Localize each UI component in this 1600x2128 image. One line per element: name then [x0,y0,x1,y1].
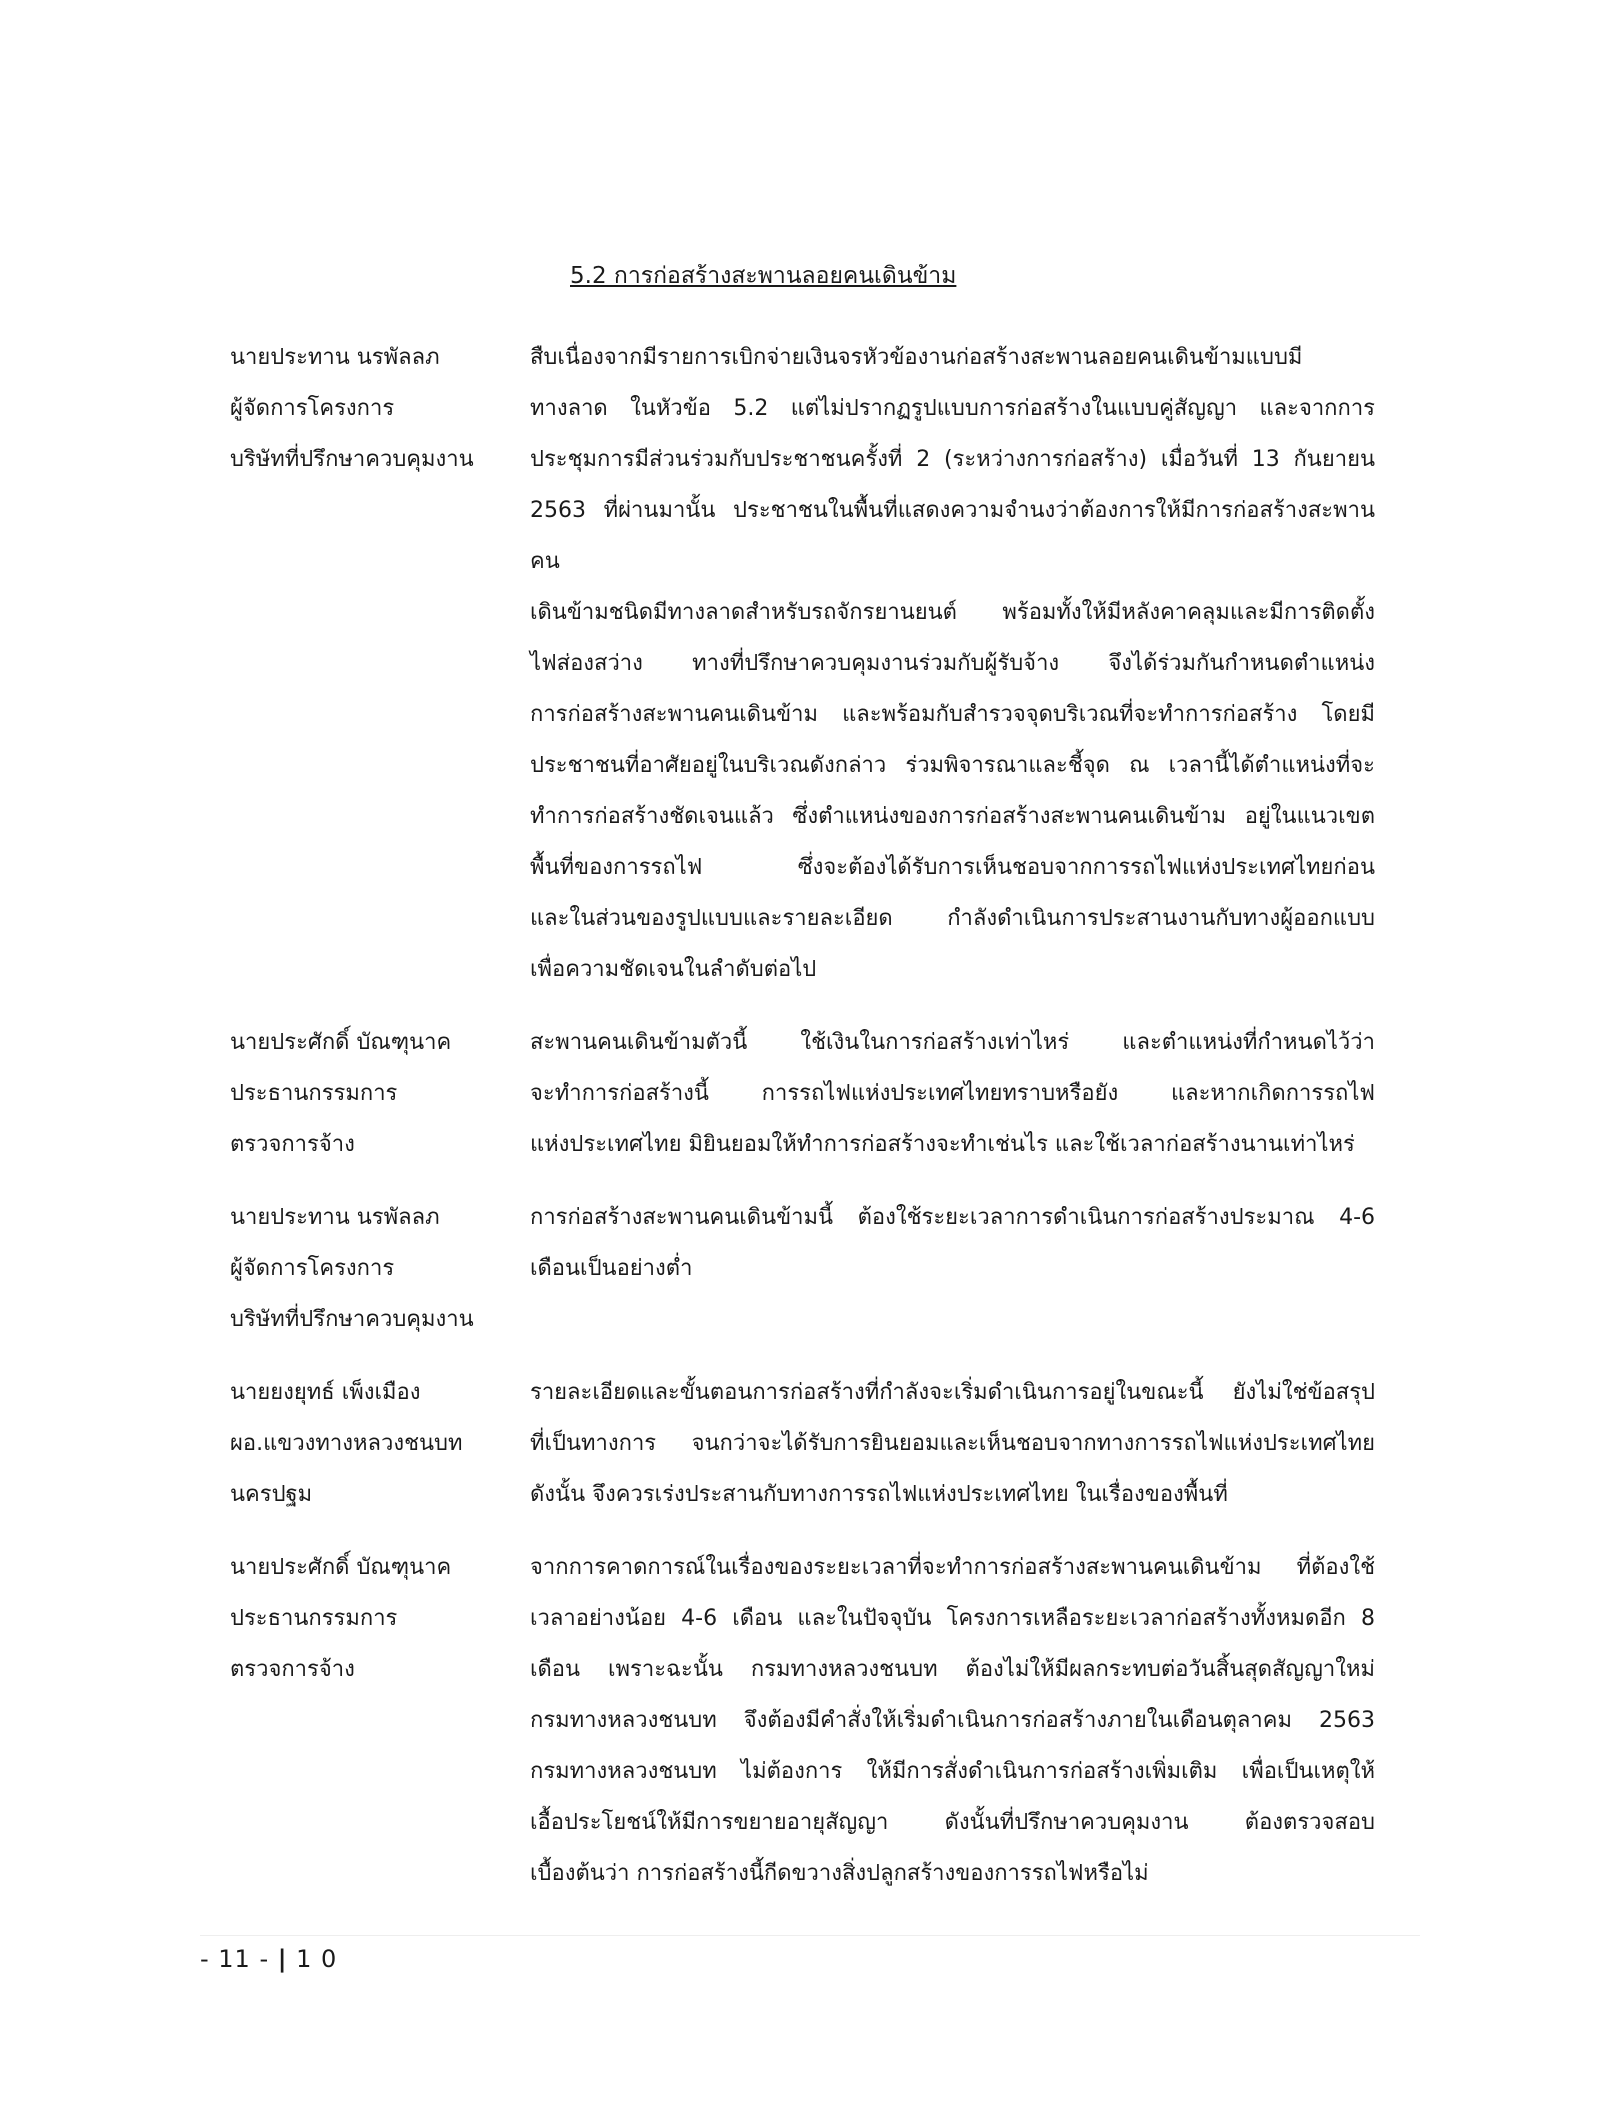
speaker-title: บริษัทที่ปรึกษาควบคุมงาน [230,1307,474,1332]
speaker-title: ประธานกรรมการ [230,1081,398,1106]
statement-line: เพื่อความชัดเจนในลำดับต่อไป [530,957,817,982]
statement-text [530,1017,1375,1170]
statement-line: รายละเอียดและขั้นตอนการก่อสร้างที่กำลังจะเริ่มดำเนินการอยู่ในขณะนี้ ยังไม่ใช่ข้อสรุป [530,1380,1375,1405]
statement-line: ทางลาด ในหัวข้อ 5.2 แต่ไม่ปรากฏรูปแบบการก่อสร้างในแบบคู่สัญญา และจากการ [530,396,1375,421]
statement-line: กรมทางหลวงชนบท จึงต้องมีคำสั่งให้เริ่มดำเนินการก่อสร้างภายในเดือนตุลาคม 2563 [530,1708,1375,1733]
page-reference: 1 0 [287,1945,338,1973]
speaker-block [230,1542,520,1695]
statement-line: ดังนั้น จึงควรเร่งประสานกับทางการรถไฟแห่งประเทศไทย ในเรื่องของพื้นที่ [530,1482,1228,1507]
speaker-block [230,1017,520,1170]
footer-divider [200,1935,1420,1936]
speaker-block [230,1192,520,1345]
speaker-name: นายประทาน นรพัลลภ [230,345,440,370]
section-title: 5.2 การก่อสร้างสะพานลอยคนเดินข้าม [570,263,957,289]
statement-text [530,332,1375,995]
minutes-entries [230,332,1380,1921]
speaker-title: ประธานกรรมการ [230,1606,398,1631]
statement-line: พื้นที่ของการรถไฟ ซึ่งจะต้องได้รับการเห็นชอบจากการรถไฟแห่งประเทศไทยก่อน [530,855,1375,880]
statement-line: เดือนเป็นอย่างต่ำ [530,1256,693,1281]
statement-line: ที่เป็นทางการ จนกว่าจะได้รับการยินยอมและเห็นชอบจากทางการรถไฟแห่งประเทศไทย [530,1431,1375,1456]
statement-text [530,1542,1375,1899]
minutes-entry [230,332,1380,995]
statement-line: และในส่วนของรูปแบบและรายละเอียด กำลังดำเนินการประสานงานกับทางผู้ออกแบบ [530,906,1375,931]
statement-line: เอื้อประโยชน์ให้มีการขยายอายุสัญญา ดังนั้นที่ปรึกษาควบคุมงาน ต้องตรวจสอบ [530,1810,1375,1835]
speaker-title: ผู้จัดการโครงการ [230,1256,395,1281]
statement-text [530,1367,1375,1520]
speaker-name: นายประศักดิ์ บัณฑุนาค [230,1555,452,1580]
statement-line: เบื้องต้นว่า การก่อสร้างนี้กีดขวางสิ่งปลูกสร้างของการรถไฟหรือไม่ [530,1861,1149,1886]
speaker-title: บริษัทที่ปรึกษาควบคุมงาน [230,447,474,472]
statement-text [530,1192,1375,1294]
footer-separator: | [277,1945,288,1973]
speaker-title: ผู้จัดการโครงการ [230,396,395,421]
statement-line: แห่งประเทศไทย มิยินยอมให้ทำการก่อสร้างจะทำเช่นไร และใช้เวลาก่อสร้างนานเท่าไหร่ [530,1132,1355,1157]
statement-line: การก่อสร้างสะพานคนเดินข้ามนี้ ต้องใช้ระยะเวลาการดำเนินการก่อสร้างประมาณ 4-6 [530,1205,1375,1230]
statement-line: จากการคาดการณ์ในเรื่องของระยะเวลาที่จะทำการก่อสร้างสะพานคนเดินข้าม ที่ต้องใช้ [530,1555,1375,1580]
minutes-entry [230,1367,1380,1520]
statement-line: 2563 ที่ผ่านมานั้น ประชาชนในพื้นที่แสดงความจำนงว่าต้องการให้มีการก่อสร้างสะพานคน [530,498,1375,574]
statement-line: จะทำการก่อสร้างนี้ การรถไฟแห่งประเทศไทยทราบหรือยัง และหากเกิดการรถไฟ [530,1081,1375,1106]
speaker-title: ตรวจการจ้าง [230,1132,355,1157]
statement-line: ประชุมการมีส่วนร่วมกับประชาชนครั้งที่ 2 (ระหว่างการก่อสร้าง) เมื่อวันที่ 13 กันยายน [530,447,1375,472]
speaker-block [230,332,520,485]
statement-line: ไฟส่องสว่าง ทางที่ปรึกษาควบคุมงานร่วมกับผู้รับจ้าง จึงได้ร่วมกันกำหนดตำแหน่ง [530,651,1375,676]
statement-line: ทำการก่อสร้างชัดเจนแล้ว ซึ่งตำแหน่งของการก่อสร้างสะพานคนเดินข้าม อยู่ในแนวเขต [530,804,1375,829]
speaker-title: นครปฐม [230,1482,313,1507]
speaker-name: นายประศักดิ์ บัณฑุนาค [230,1030,452,1055]
statement-line: เดินข้ามชนิดมีทางลาดสำหรับรถจักรยานยนต์ พร้อมทั้งให้มีหลังคาคลุมและมีการติดตั้ง [530,600,1375,625]
statement-line: กรมทางหลวงชนบท ไม่ต้องการ ให้มีการสั่งดำเนินการก่อสร้างเพิ่มเติม เพื่อเป็นเหตุให้ [530,1759,1375,1784]
speaker-name: นายยงยุทธ์ เพ็งเมือง [230,1380,421,1405]
speaker-title: ผอ.แขวงทางหลวงชนบท [230,1431,463,1456]
speaker-name: นายประทาน นรพัลลภ [230,1205,440,1230]
page-footer [200,1945,337,1973]
speaker-block [230,1367,520,1520]
speaker-title: ตรวจการจ้าง [230,1657,355,1682]
statement-line: ประชาชนที่อาศัยอยู่ในบริเวณดังกล่าว ร่วมพิจารณาและชี้จุด ณ เวลานี้ได้ตำแหน่งที่จะ [530,753,1375,778]
statement-line: การก่อสร้างสะพานคนเดินข้าม และพร้อมกับสำรวจจุดบริเวณที่จะทำการก่อสร้าง โดยมี [530,702,1375,727]
minutes-entry [230,1542,1380,1899]
page-number: - 11 - [200,1945,278,1973]
statement-line: เดือน เพราะฉะนั้น กรมทางหลวงชนบท ต้องไม่ให้มีผลกระทบต่อวันสิ้นสุดสัญญาใหม่ [530,1657,1375,1682]
statement-line: สะพานคนเดินข้ามตัวนี้ ใช้เงินในการก่อสร้างเท่าไหร่ และตำแหน่งที่กำหนดไว้ว่า [530,1030,1375,1055]
minutes-entry [230,1192,1380,1345]
statement-line: สืบเนื่องจากมีรายการเบิกจ่ายเงินจรหัวข้องานก่อสร้างสะพานลอยคนเดินข้ามแบบมี [530,345,1303,370]
minutes-entry [230,1017,1380,1170]
statement-line: เวลาอย่างน้อย 4-6 เดือน และในปัจจุบัน โครงการเหลือระยะเวลาก่อสร้างทั้งหมดอีก 8 [530,1606,1375,1631]
